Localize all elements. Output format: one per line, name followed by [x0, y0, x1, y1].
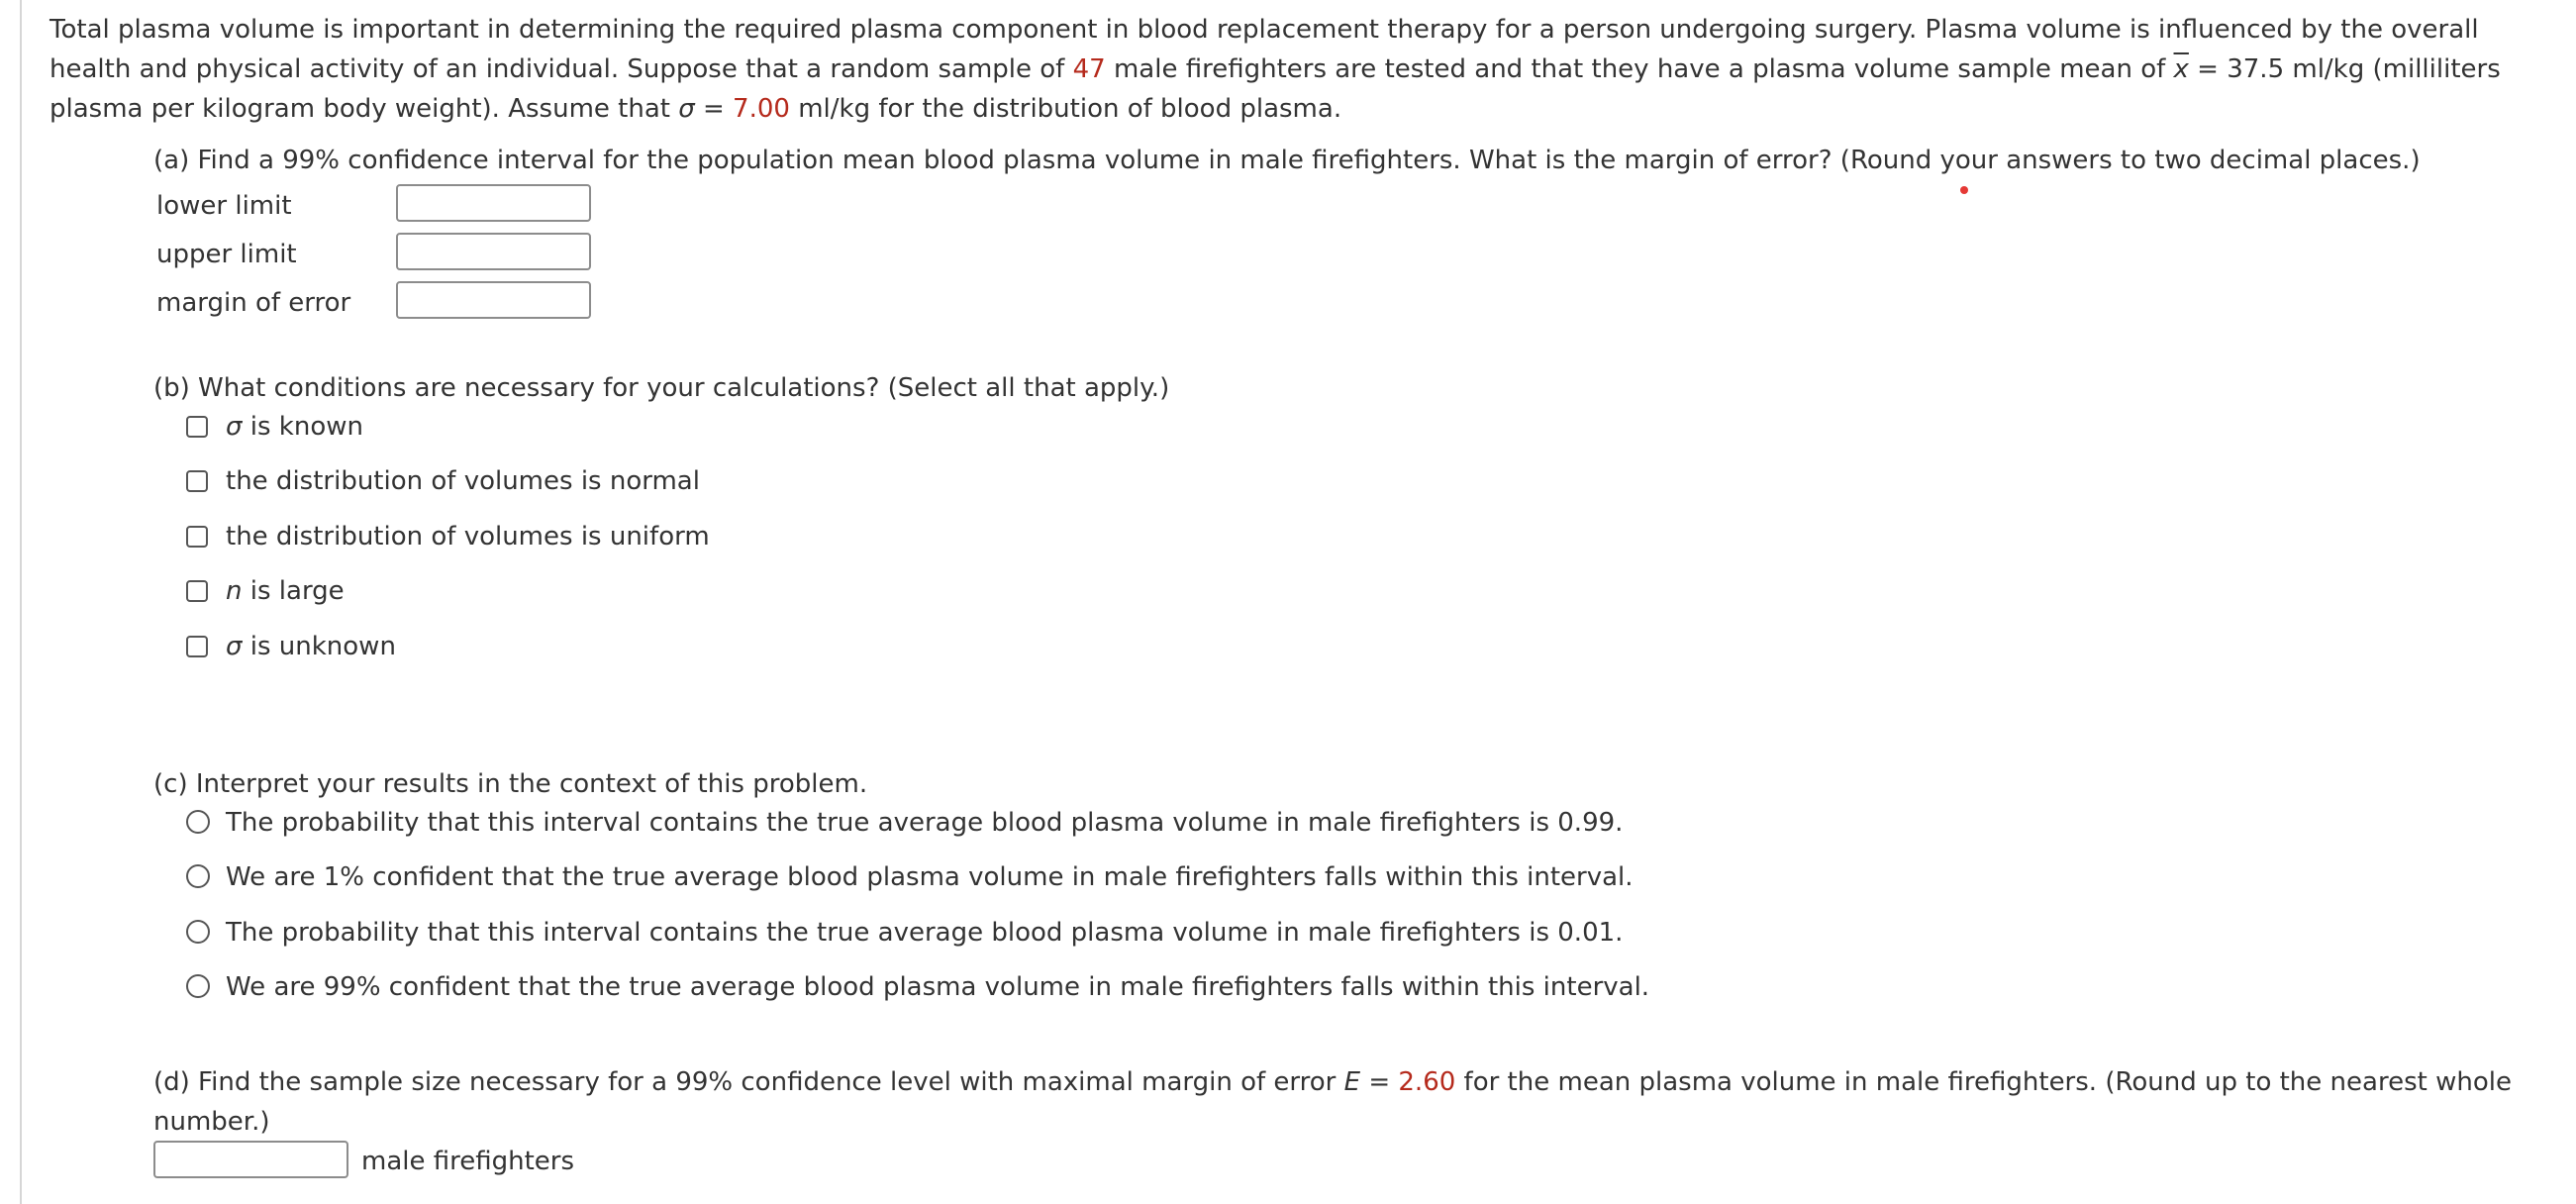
sample-size-unit: male firefighters — [361, 1147, 575, 1176]
problem-statement — [50, 10, 2554, 129]
part-d-question — [153, 1062, 2549, 1142]
interpretation-option-2: We are 1% confident that the true average blood plasma volume in male firefighters falls within this interval. — [226, 862, 1634, 892]
option-text: the distribution of volumes is uniform — [226, 522, 710, 552]
margin-of-error-input[interactable] — [396, 281, 591, 319]
lower-limit-input[interactable] — [396, 184, 591, 222]
uniform-distribution-label — [226, 517, 710, 556]
option-text: is known — [242, 412, 363, 442]
lower-limit-label: lower limit — [156, 191, 292, 221]
interpretation-option-3: The probability that this interval contains the true average blood plasma volume in male firefighters is 0.01. — [226, 918, 1624, 948]
sample-size-input[interactable] — [153, 1141, 348, 1178]
part-d-text-3: for the mean plasma volume in male firefighters. (Round up to the nearest whole number.) — [153, 1067, 2512, 1137]
interpretation-option-4: We are 99% confident that the true average blood plasma volume in male firefighters falls within this interval. — [226, 972, 1650, 1002]
option-text: the distribution of volumes is normal — [226, 466, 700, 496]
sigma-symbol: σ — [678, 94, 695, 124]
uniform-distribution-checkbox[interactable] — [186, 526, 208, 548]
sigma-unknown-checkbox[interactable] — [186, 636, 208, 657]
problem-text-2: male firefighters are tested and that they have a plasma volume sample mean of — [1105, 54, 2174, 84]
xbar-symbol: $\overline{x}$ — [2173, 54, 2189, 84]
margin-e-value: 2.60 — [1398, 1067, 1456, 1097]
interpretation-radio-1[interactable] — [186, 810, 210, 834]
problem-text-5: ml/kg for the distribution of blood plasma. — [789, 94, 1342, 124]
interpretation-radio-4[interactable] — [186, 974, 210, 998]
sigma-symbol: σ — [226, 412, 243, 442]
sigma-value: 7.00 — [733, 94, 790, 124]
sigma-symbol: σ — [226, 632, 243, 661]
interpretation-option-1: The probability that this interval contains the true average blood plasma volume in male firefighters is 0.99. — [226, 808, 1624, 838]
marker-dot — [1960, 186, 1968, 194]
problem-text-4: = — [694, 94, 734, 124]
part-d-text-2: = — [1360, 1067, 1399, 1097]
n-symbol: n — [226, 576, 243, 606]
problem-text-1: Total plasma volume is important in determining the required plasma component in blood replacement therapy for a person undergoing surgery. Plasma volume is influenced by the overall health and physical activity of an individual. Suppose that a random sample of — [50, 15, 2479, 84]
n-large-label — [226, 571, 345, 611]
upper-limit-input[interactable] — [396, 233, 591, 270]
normal-distribution-checkbox[interactable] — [186, 470, 208, 492]
part-b-question: (b) What conditions are necessary for your calculations? (Select all that apply.) — [153, 373, 1170, 403]
normal-distribution-label — [226, 461, 700, 501]
sigma-known-checkbox[interactable] — [186, 416, 208, 438]
sigma-unknown-label — [226, 627, 396, 666]
sample-size-value: 47 — [1072, 54, 1106, 84]
option-text: is unknown — [242, 632, 396, 661]
e-symbol: E — [1343, 1067, 1361, 1097]
margin-of-error-label: margin of error — [156, 288, 351, 318]
interpretation-radio-2[interactable] — [186, 864, 210, 888]
upper-limit-label: upper limit — [156, 240, 297, 269]
interpretation-radio-3[interactable] — [186, 920, 210, 944]
content-frame — [20, 0, 2576, 1204]
option-text: is large — [242, 576, 345, 606]
part-d-text-1: (d) Find the sample size necessary for a 99% confidence level with maximal margin of error — [153, 1067, 1344, 1097]
part-c-question: (c) Interpret your results in the context of this problem. — [153, 769, 868, 799]
problem-text-3: = 37.5 ml/kg (milliliters plasma per kilogram body weight). Assume that — [50, 54, 2501, 124]
n-large-checkbox[interactable] — [186, 580, 208, 602]
sigma-known-label — [226, 407, 363, 447]
part-a-question: (a) Find a 99% confidence interval for the population mean blood plasma volume in male firefighters. What is the margin of error? (Round your answers to two decimal places.) — [153, 146, 2421, 175]
